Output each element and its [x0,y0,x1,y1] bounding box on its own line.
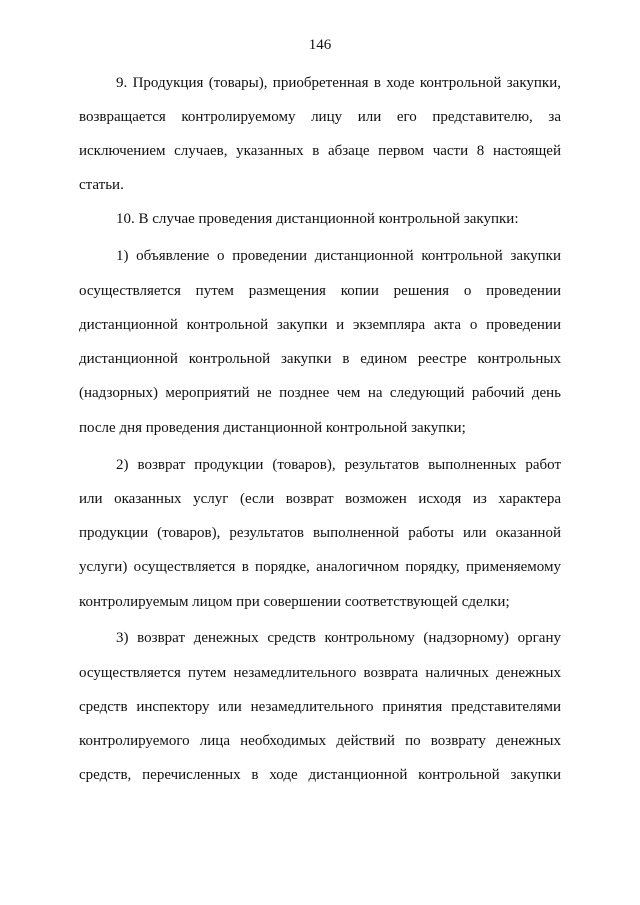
text-line: 2) возврат продукции (товаров), результатов выполненных работ [116,457,561,473]
page-number: 146 [308,37,332,53]
text-line: контролируемого лица необходимых действий по возврату денежных [79,733,561,749]
text-line: осуществляется путем незамедлительного возврата наличных денежных [79,665,561,681]
text-line: осуществляется путем размещения копии решения о проведении [79,283,561,299]
text-line: 3) возврат денежных средств контрольному (надзорному) органу [116,630,561,646]
text-line: 10. В случае проведения дистанционной контрольной закупки: [116,211,519,227]
text-line: контролируемым лицом при совершении соответствующей сделки; [79,594,510,610]
text-line: (надзорных) мероприятий не позднее чем на следующий рабочий день [79,385,561,401]
text-line: средств, перечисленных в ходе дистанционной контрольной закупки [79,767,561,783]
text-line: статьи. [79,177,124,193]
text-line: продукции (товаров), результатов выполненной работы или оказанной [79,525,561,541]
text-line: услуги) осуществляется в порядке, аналогичном порядку, применяемому [79,559,561,575]
text-line: средств инспектору или незамедлительного принятия представителями [79,699,561,715]
text-line: 9. Продукция (товары), приобретенная в ходе контрольной закупки, [116,75,561,91]
text-line: возвращается контролируемому лицу или его представителю, за [79,109,561,125]
text-line: дистанционной контрольной закупки в едином реестре контрольных [79,351,561,367]
text-line: после дня проведения дистанционной контрольной закупки; [79,420,466,436]
text-line: 1) объявление о проведении дистанционной контрольной закупки [116,248,561,264]
text-line: или оказанных услуг (если возврат возможен исходя из характера [79,491,561,507]
text-line: исключением случаев, указанных в абзаце первом части 8 настоящей [79,143,561,159]
text-line: дистанционной контрольной закупки и экземпляра акта о проведении [79,317,561,333]
